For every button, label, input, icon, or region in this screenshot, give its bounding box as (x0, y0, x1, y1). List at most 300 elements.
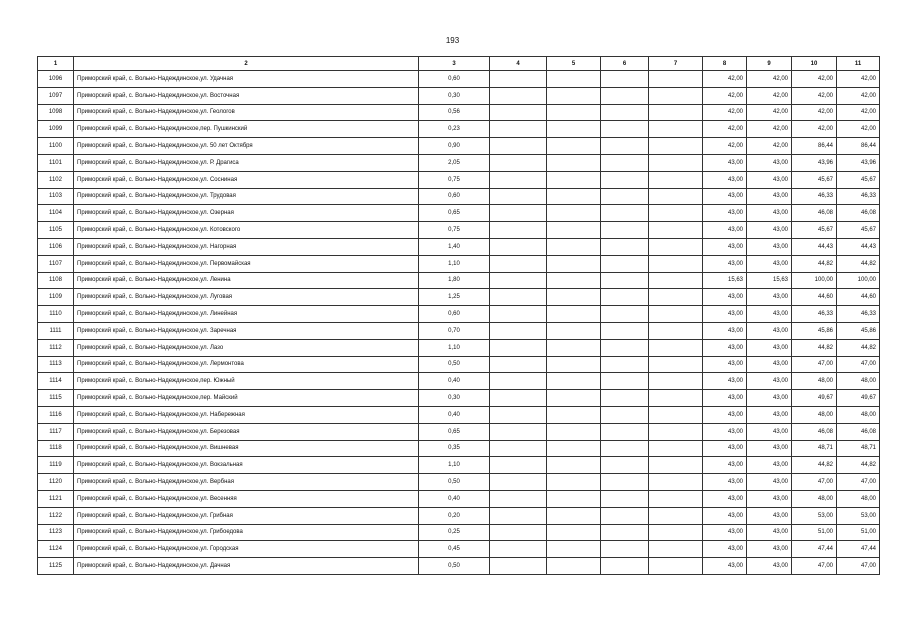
table-cell (601, 440, 649, 457)
table-cell: 43,00 (747, 390, 792, 407)
table-cell (601, 188, 649, 205)
table-cell: 1120 (38, 474, 74, 491)
table-cell: 0,65 (419, 205, 490, 222)
table-cell (547, 507, 601, 524)
table-cell (490, 541, 547, 558)
table-cell: 48,00 (792, 490, 837, 507)
table-cell: 48,71 (792, 440, 837, 457)
table-cell: 43,00 (747, 440, 792, 457)
table-body (38, 71, 880, 575)
table-cell (490, 558, 547, 575)
table-cell: 43,00 (703, 524, 747, 541)
table-cell (490, 222, 547, 239)
table-cell: 43,00 (747, 406, 792, 423)
table-row (38, 390, 880, 407)
column-header: 5 (547, 57, 601, 71)
column-header: 8 (703, 57, 747, 71)
table-cell: 43,00 (703, 289, 747, 306)
table-cell (649, 373, 703, 390)
table-cell: Приморский край, с. Вольно-Надеждинское,ул. Сосниная (74, 171, 419, 188)
table-cell (601, 255, 649, 272)
table-cell: 42,00 (703, 138, 747, 155)
table-cell: 0,60 (419, 306, 490, 323)
table-row (38, 356, 880, 373)
table-cell: 1,10 (419, 457, 490, 474)
table-cell (649, 356, 703, 373)
table-cell: 1116 (38, 406, 74, 423)
column-header: 10 (792, 57, 837, 71)
table-cell (649, 238, 703, 255)
table-cell: 46,08 (792, 205, 837, 222)
table-cell (649, 138, 703, 155)
table-cell (547, 541, 601, 558)
table-cell (649, 154, 703, 171)
table-cell (649, 171, 703, 188)
table-cell (547, 306, 601, 323)
table-cell (547, 289, 601, 306)
table-cell: 51,00 (792, 524, 837, 541)
table-cell: Приморский край, с. Вольно-Надеждинское,ул. Линейная (74, 306, 419, 323)
table-cell (547, 373, 601, 390)
table-cell: 1107 (38, 255, 74, 272)
table-cell: 43,00 (703, 255, 747, 272)
table-cell: 86,44 (792, 138, 837, 155)
table-cell: 1096 (38, 71, 74, 88)
table-cell: Приморский край, с. Вольно-Надеждинское,пер. Пушкинский (74, 121, 419, 138)
table-cell (547, 322, 601, 339)
table-cell (490, 490, 547, 507)
table-cell (601, 507, 649, 524)
table-cell: 15,63 (747, 272, 792, 289)
table-cell: Приморский край, с. Вольно-Надеждинское,ул. Геологов (74, 104, 419, 121)
table-cell (547, 104, 601, 121)
table-cell: 45,67 (837, 222, 880, 239)
table-cell: 1122 (38, 507, 74, 524)
table-cell: 43,00 (747, 322, 792, 339)
table-cell: 43,00 (703, 457, 747, 474)
table-cell: 47,00 (792, 474, 837, 491)
table-cell: 1114 (38, 373, 74, 390)
table-cell: 0,30 (419, 87, 490, 104)
table-cell: 43,00 (747, 188, 792, 205)
table-cell: 43,00 (703, 406, 747, 423)
table-row (38, 138, 880, 155)
table-cell: 47,00 (837, 558, 880, 575)
table-cell: 42,00 (747, 104, 792, 121)
table-cell (490, 238, 547, 255)
table-cell (490, 339, 547, 356)
table-cell (547, 558, 601, 575)
table-cell: 48,00 (837, 490, 880, 507)
column-header: 1 (38, 57, 74, 71)
table-cell (547, 272, 601, 289)
table-row (38, 87, 880, 104)
table-cell (490, 87, 547, 104)
table-cell: 43,00 (747, 154, 792, 171)
table-cell (490, 171, 547, 188)
table-cell: 44,82 (792, 255, 837, 272)
table-cell: 43,00 (747, 222, 792, 239)
table-cell (649, 406, 703, 423)
table-cell: 45,67 (792, 171, 837, 188)
table-cell: 49,67 (837, 390, 880, 407)
table-cell: 1117 (38, 423, 74, 440)
table-cell: 1113 (38, 356, 74, 373)
table-cell: Приморский край, с. Вольно-Надеждинское,ул. Березовая (74, 423, 419, 440)
column-header: 6 (601, 57, 649, 71)
table-cell: 1,80 (419, 272, 490, 289)
table-cell: 0,90 (419, 138, 490, 155)
table-cell (490, 507, 547, 524)
table-cell (490, 306, 547, 323)
table-cell: Приморский край, с. Вольно-Надеждинское,ул. Восточная (74, 87, 419, 104)
table-cell: 44,43 (792, 238, 837, 255)
table-cell: Приморский край, с. Вольно-Надеждинское,ул. Луговая (74, 289, 419, 306)
table-cell: 43,00 (703, 558, 747, 575)
table-cell: 1,10 (419, 339, 490, 356)
table-cell: 46,08 (837, 423, 880, 440)
table-cell: 46,08 (792, 423, 837, 440)
table-cell: 45,86 (792, 322, 837, 339)
table-row (38, 322, 880, 339)
table-cell: Приморский край, с. Вольно-Надеждинское,ул. Вишневая (74, 440, 419, 457)
table-row (38, 222, 880, 239)
table-cell (547, 238, 601, 255)
table-row (38, 490, 880, 507)
table-cell: Приморский край, с. Вольно-Надеждинское,ул. Вокзальная (74, 457, 419, 474)
table-cell (601, 457, 649, 474)
table-cell (490, 356, 547, 373)
table-cell: Приморский край, с. Вольно-Надеждинское,ул. 50 лет Октября (74, 138, 419, 155)
table-cell (601, 171, 649, 188)
table-cell (649, 423, 703, 440)
table-cell: 51,00 (837, 524, 880, 541)
table-cell: Приморский край, с. Вольно-Надеждинское,ул. Нагорная (74, 238, 419, 255)
table-cell: Приморский край, с. Вольно-Надеждинское,ул. Трудовая (74, 188, 419, 205)
table-cell (601, 322, 649, 339)
table-cell (601, 524, 649, 541)
data-table (37, 56, 880, 575)
table-cell: 1,40 (419, 238, 490, 255)
table-row (38, 205, 880, 222)
table-cell (490, 272, 547, 289)
table-cell: 43,00 (747, 474, 792, 491)
table-row (38, 339, 880, 356)
table-cell: 43,00 (747, 289, 792, 306)
table-row (38, 154, 880, 171)
table-row (38, 524, 880, 541)
table-row (38, 541, 880, 558)
table-cell: 1112 (38, 339, 74, 356)
table-cell: 43,00 (703, 222, 747, 239)
column-header: 9 (747, 57, 792, 71)
table-cell: 0,75 (419, 222, 490, 239)
table-cell: 1102 (38, 171, 74, 188)
table-cell: 43,00 (747, 205, 792, 222)
table-cell: 0,23 (419, 121, 490, 138)
table-cell (547, 71, 601, 88)
table-cell: 46,33 (792, 188, 837, 205)
table-cell: 48,71 (837, 440, 880, 457)
table-cell: 43,00 (703, 339, 747, 356)
table-cell (649, 524, 703, 541)
table-cell: 45,86 (837, 322, 880, 339)
table-cell (490, 406, 547, 423)
table-cell: 43,00 (747, 339, 792, 356)
table-cell: 43,00 (747, 524, 792, 541)
table-row (38, 71, 880, 88)
table-cell: 43,00 (703, 154, 747, 171)
table-cell (601, 306, 649, 323)
table-cell: 42,00 (703, 121, 747, 138)
table-cell: 1110 (38, 306, 74, 323)
table-cell: 1099 (38, 121, 74, 138)
table-cell: Приморский край, с. Вольно-Надеждинское,пер. Майский (74, 390, 419, 407)
table-cell (601, 356, 649, 373)
column-header: 3 (419, 57, 490, 71)
table-cell (547, 255, 601, 272)
table-cell: 43,00 (747, 373, 792, 390)
table-cell: 47,44 (837, 541, 880, 558)
table-cell: 1,10 (419, 255, 490, 272)
table-cell: 43,00 (703, 322, 747, 339)
table-cell (649, 188, 703, 205)
table-cell: 0,56 (419, 104, 490, 121)
table-cell: 1105 (38, 222, 74, 239)
table-cell: 1,25 (419, 289, 490, 306)
table-cell (547, 205, 601, 222)
table-cell: 44,82 (837, 339, 880, 356)
table-cell: 47,44 (792, 541, 837, 558)
table-cell (547, 524, 601, 541)
table-cell: 42,00 (792, 87, 837, 104)
table-row (38, 474, 880, 491)
table-cell: 100,00 (792, 272, 837, 289)
table-cell (601, 490, 649, 507)
table-cell: 43,00 (703, 356, 747, 373)
table-cell: 43,00 (747, 558, 792, 575)
table-row (38, 507, 880, 524)
table-cell (490, 121, 547, 138)
table-row (38, 104, 880, 121)
table-row (38, 558, 880, 575)
table-cell: 44,82 (792, 339, 837, 356)
table-cell: 42,00 (703, 71, 747, 88)
table-row (38, 188, 880, 205)
table-cell: Приморский край, с. Вольно-Надеждинское,ул. Озерная (74, 205, 419, 222)
table-cell: 42,00 (792, 71, 837, 88)
table-row (38, 406, 880, 423)
table-row (38, 121, 880, 138)
table-cell: 43,00 (703, 390, 747, 407)
table-cell: 43,00 (703, 541, 747, 558)
table-row (38, 373, 880, 390)
table-cell: 43,00 (747, 423, 792, 440)
table-cell: Приморский край, с. Вольно-Надеждинское,ул. Городская (74, 541, 419, 558)
table-cell (649, 440, 703, 457)
table-cell: Приморский край, с. Вольно-Надеждинское,ул. Р. Драгиса (74, 154, 419, 171)
table-cell: 48,00 (792, 373, 837, 390)
table-cell (601, 222, 649, 239)
table-cell: Приморский край, с. Вольно-Надеждинское,ул. Котовского (74, 222, 419, 239)
table-cell: 46,08 (837, 205, 880, 222)
table-cell: 1115 (38, 390, 74, 407)
table-cell: 44,60 (837, 289, 880, 306)
table-cell (490, 524, 547, 541)
table-cell (601, 390, 649, 407)
table-cell: 44,82 (837, 457, 880, 474)
table-cell: 0,65 (419, 423, 490, 440)
table-cell: 0,50 (419, 356, 490, 373)
table-cell: 46,33 (837, 188, 880, 205)
table-cell: 48,00 (837, 406, 880, 423)
table-cell (649, 255, 703, 272)
table-cell: 1121 (38, 490, 74, 507)
table-cell: 43,00 (747, 356, 792, 373)
table-cell: 1104 (38, 205, 74, 222)
table-cell: Приморский край, с. Вольно-Надеждинское,ул. Заречная (74, 322, 419, 339)
table-cell (490, 138, 547, 155)
table-cell: 47,00 (792, 558, 837, 575)
table-cell (547, 188, 601, 205)
table-cell: 44,82 (837, 255, 880, 272)
table-cell: Приморский край, с. Вольно-Надеждинское,ул. Лазо (74, 339, 419, 356)
table-cell: Приморский край, с. Вольно-Надеждинское,пер. Южный (74, 373, 419, 390)
table-cell: 86,44 (837, 138, 880, 155)
table-cell (490, 188, 547, 205)
table-row (38, 440, 880, 457)
table-cell (649, 306, 703, 323)
table-cell: Приморский край, с. Вольно-Надеждинское,ул. Дачная (74, 558, 419, 575)
table-cell (601, 558, 649, 575)
table-cell: Приморский край, с. Вольно-Надеждинское,ул. Удачная (74, 71, 419, 88)
table-cell: 42,00 (792, 121, 837, 138)
table-cell (649, 205, 703, 222)
table-cell (490, 255, 547, 272)
table-cell: 43,00 (703, 205, 747, 222)
table-cell: 1109 (38, 289, 74, 306)
table-cell (490, 440, 547, 457)
table-cell: 100,00 (837, 272, 880, 289)
table-cell (649, 507, 703, 524)
table-cell: 43,00 (703, 306, 747, 323)
table-cell: 42,00 (703, 87, 747, 104)
table-cell: 43,00 (703, 474, 747, 491)
table-cell: 43,00 (703, 238, 747, 255)
table-cell: 53,00 (837, 507, 880, 524)
table-cell: Приморский край, с. Вольно-Надеждинское,ул. Весенняя (74, 490, 419, 507)
table-cell: 44,82 (792, 457, 837, 474)
table-cell (547, 390, 601, 407)
table-cell: 43,00 (703, 507, 747, 524)
table-cell (649, 222, 703, 239)
table-cell: 15,63 (703, 272, 747, 289)
table-cell: 42,00 (792, 104, 837, 121)
table-cell: 48,00 (837, 373, 880, 390)
table-cell: 1111 (38, 322, 74, 339)
table-cell (547, 490, 601, 507)
table-cell (649, 87, 703, 104)
table-cell: 43,96 (837, 154, 880, 171)
table-cell: 42,00 (837, 121, 880, 138)
table-cell (547, 406, 601, 423)
table-cell: 0,50 (419, 474, 490, 491)
table-cell: 43,00 (747, 490, 792, 507)
table-cell (649, 558, 703, 575)
table-cell (601, 423, 649, 440)
table-cell: 48,00 (792, 406, 837, 423)
table-cell (547, 356, 601, 373)
table-cell (547, 339, 601, 356)
table-row (38, 171, 880, 188)
column-header: 7 (649, 57, 703, 71)
table-cell: 47,00 (792, 356, 837, 373)
column-header: 2 (74, 57, 419, 71)
table-cell (649, 474, 703, 491)
table-cell: 42,00 (747, 121, 792, 138)
table-cell: 47,00 (837, 356, 880, 373)
table-cell: Приморский край, с. Вольно-Надеждинское,ул. Грибная (74, 507, 419, 524)
table-cell: 1097 (38, 87, 74, 104)
table-cell: 43,00 (747, 255, 792, 272)
table-cell (649, 457, 703, 474)
table-cell: 53,00 (792, 507, 837, 524)
table-row (38, 289, 880, 306)
table-cell: 1119 (38, 457, 74, 474)
table-cell: Приморский край, с. Вольно-Надеждинское,ул. Грибоедова (74, 524, 419, 541)
table-cell: 43,00 (747, 457, 792, 474)
table-cell: 43,96 (792, 154, 837, 171)
table-row (38, 306, 880, 323)
table-cell: 1098 (38, 104, 74, 121)
table-cell (547, 440, 601, 457)
table-cell (601, 272, 649, 289)
table-cell: 42,00 (837, 87, 880, 104)
table-cell: 43,00 (747, 306, 792, 323)
table-cell (649, 322, 703, 339)
table-cell: 0,50 (419, 558, 490, 575)
table-cell: 0,35 (419, 440, 490, 457)
table-cell: 1125 (38, 558, 74, 575)
table-cell (490, 322, 547, 339)
table-cell: 42,00 (837, 71, 880, 88)
table-cell (601, 154, 649, 171)
table-cell (601, 339, 649, 356)
table-cell: 1118 (38, 440, 74, 457)
table-row (38, 423, 880, 440)
table-cell (601, 121, 649, 138)
table-cell (601, 104, 649, 121)
table-cell (601, 406, 649, 423)
table-cell (649, 490, 703, 507)
table-cell: 0,40 (419, 406, 490, 423)
table-cell (547, 222, 601, 239)
table-cell: 0,40 (419, 490, 490, 507)
table-cell: 1123 (38, 524, 74, 541)
table-cell (490, 474, 547, 491)
table-cell (601, 138, 649, 155)
table-cell: 0,40 (419, 373, 490, 390)
table-cell (649, 104, 703, 121)
table-cell: 0,20 (419, 507, 490, 524)
table-cell (490, 289, 547, 306)
table-cell: 0,45 (419, 541, 490, 558)
table-cell: 42,00 (747, 71, 792, 88)
table-cell: 1106 (38, 238, 74, 255)
table-cell (547, 87, 601, 104)
table-cell (601, 373, 649, 390)
table-cell: 1124 (38, 541, 74, 558)
